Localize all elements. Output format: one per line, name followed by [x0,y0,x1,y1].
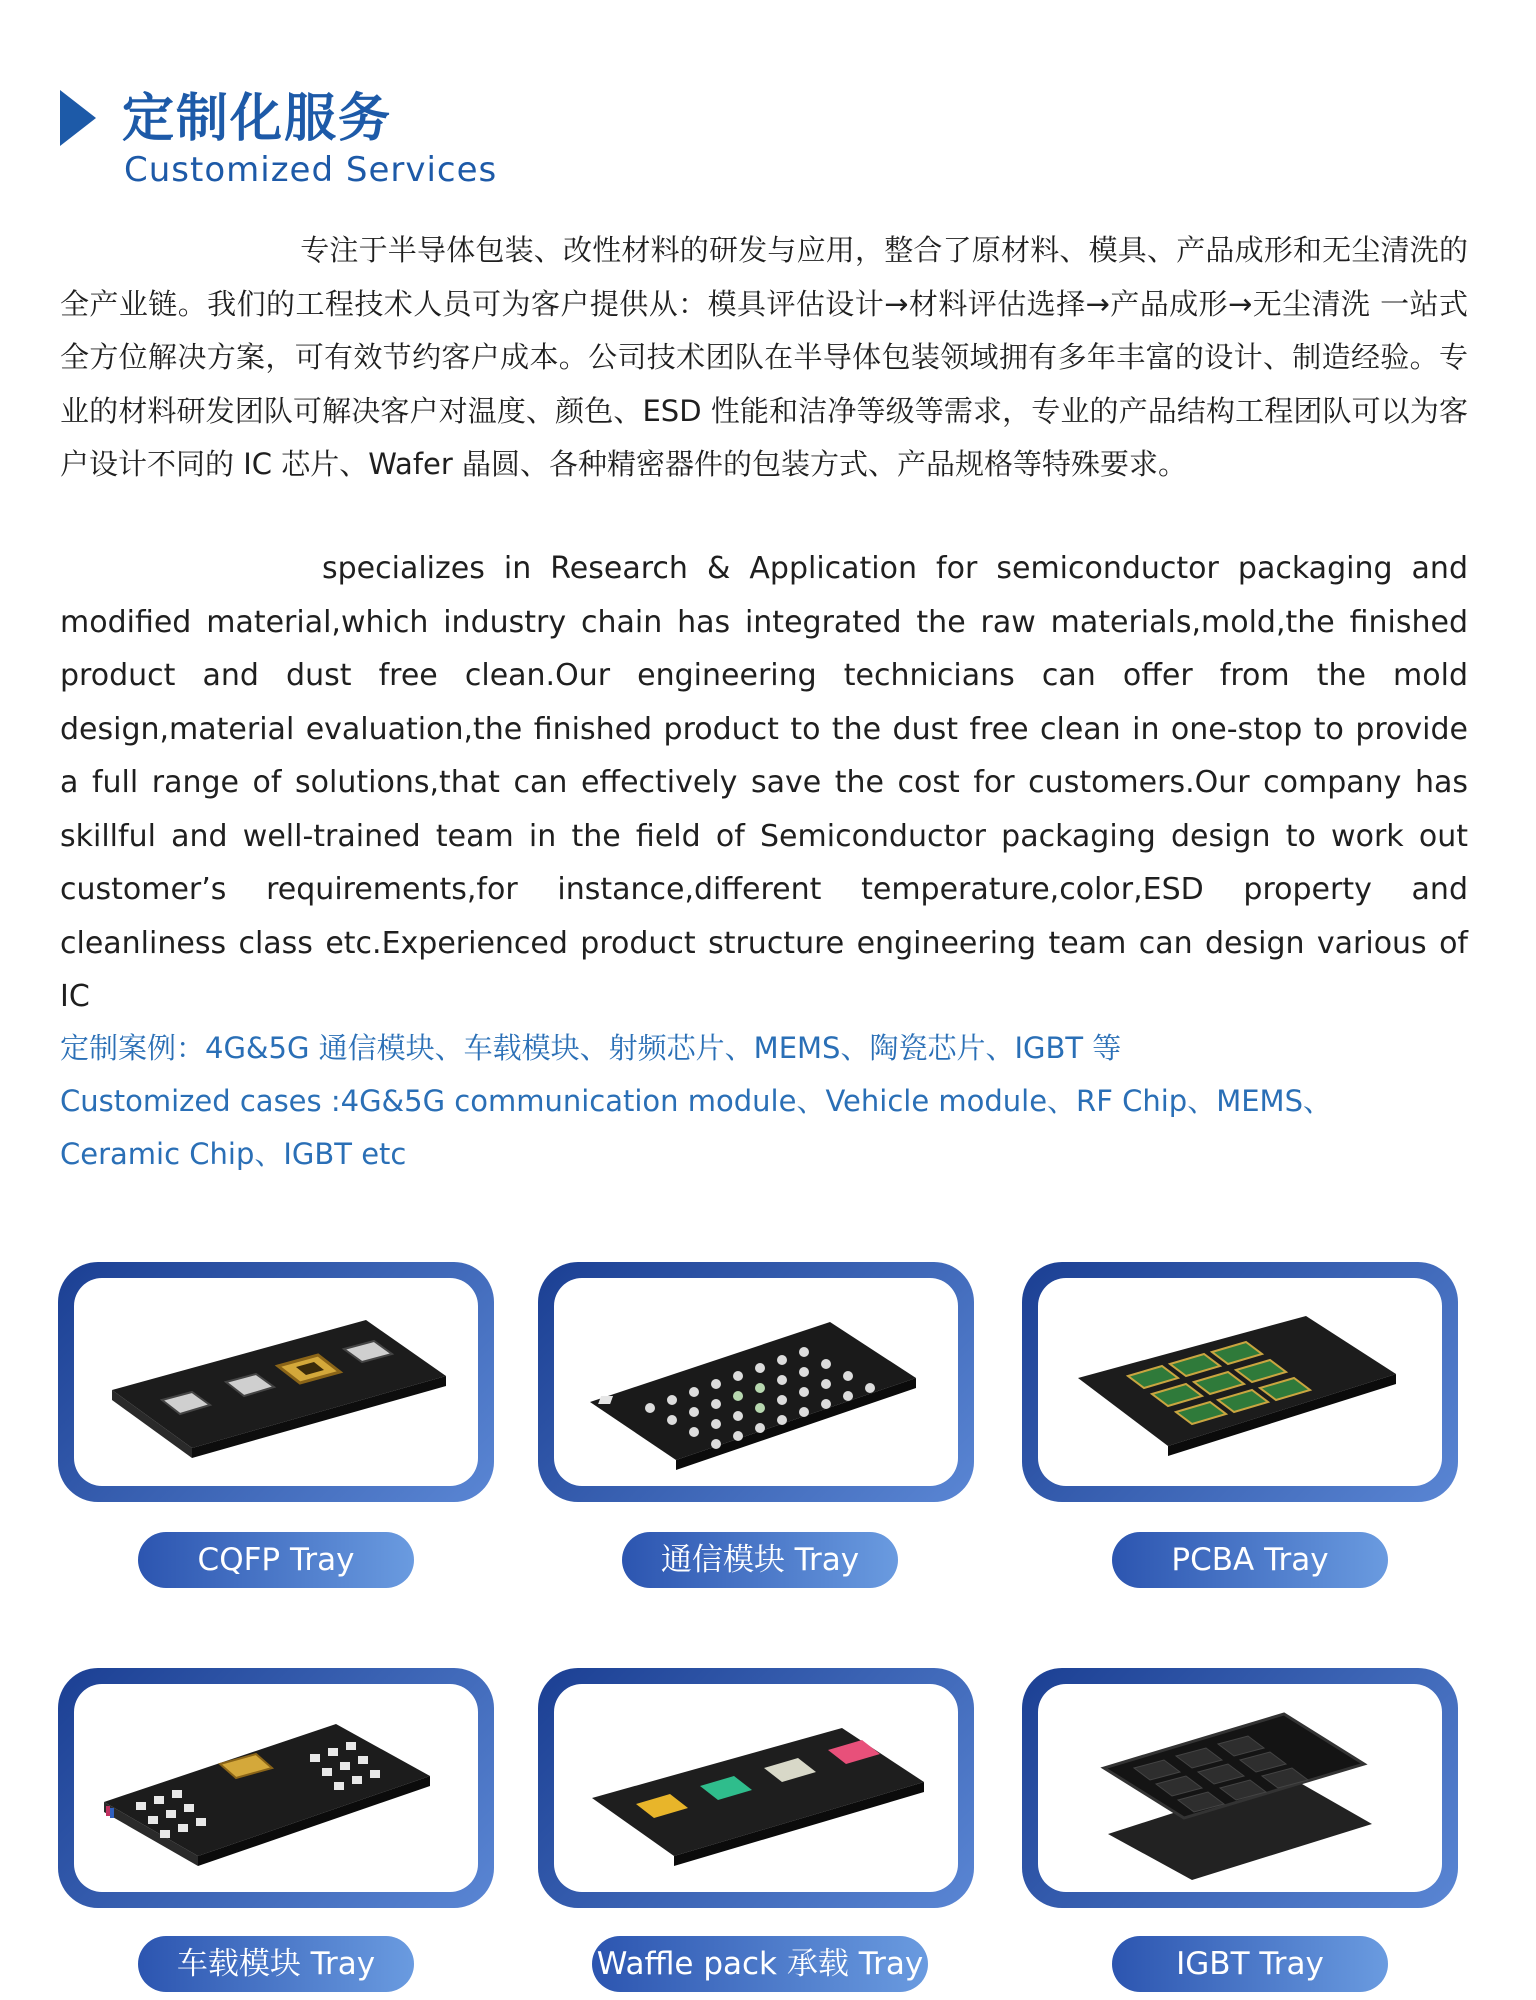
vehicle-module-tray-image [74,1684,478,1892]
waffle-pack-tray-image [554,1684,958,1892]
product-card-vehicle-module [58,1668,494,1908]
pcba-tray-image [1038,1278,1442,1486]
product-label-igbt: IGBT Tray [1112,1936,1388,1992]
product-label-vehicle-module: 车载模块 Tray [138,1936,414,1992]
intro-text-en: specializes in Research & Application for semiconductor packaging and modified material,which industry chain has integrated the raw materials,mold,the finished product and dust free clean.Our engineering technicians can offer from the mold design,material evaluation,the finished product to the dust free clean in one-stop to provide a full range of solutions,that can effectively save the cost for customers.Our company has skillful and well-trained team in the field of Semiconductor packaging design to work out customer’s requirements,for instance,different temperature,color,ESD property and cleanliness class etc.Experienced product structure engineering team can design various of IC [60,551,1468,1014]
comm-module-tray-image [554,1278,958,1486]
product-card-waffle-pack [538,1668,974,1908]
cases-line-cn: 定制案例：4G&5G 通信模块、车载模块、射频芯片、MEMS、陶瓷芯片、IGBT 等 [60,1031,1122,1065]
cqfp-tray-image [74,1278,478,1486]
section-title-cn: 定制化服务 [122,89,393,149]
triangle-bullet-icon [60,90,96,146]
igbt-tray-image [1038,1684,1442,1892]
intro-paragraph-en [60,542,1468,1024]
product-label-cqfp: CQFP Tray [138,1532,414,1588]
intro-text-cn: 专注于半导体包装、改性材料的研发与应用，整合了原材料、模具、产品成形和无尘清洗的全产业链。我们的工程技术人员可为客户提供从：模具评估设计→材料评估选择→产品成形→无尘清洗 一站式全方位解决方案，可有效节约客户成本。公司技术团队在半导体包装领域拥有多年丰富的设计、制造经验。专业的材料研发团队可解决客户对温度、颜色、ESD 性能和洁净等级等需求，专业的产品结构工程团队可以为客户设计不同的 IC 芯片、Wafer 晶圆、各种精密器件的包装方式、产品规格等特殊要求。 [60,233,1468,481]
product-card-pcba [1022,1262,1458,1502]
product-card-comm-module [538,1262,974,1502]
product-label-pcba: PCBA Tray [1112,1532,1388,1588]
cases-line-en-cont: Ceramic Chip、IGBT etc [60,1137,407,1171]
customized-cases [60,1022,1500,1181]
product-card-cqfp [58,1262,494,1502]
section-title-en: Customized Services [124,150,498,190]
product-label-comm-module: 通信模块 Tray [622,1532,898,1588]
intro-paragraph-cn [60,224,1468,492]
product-label-waffle-pack: Waffle pack 承载 Tray [592,1936,928,1992]
cases-line-en: Customized cases :4G&5G communication module、Vehicle module、RF Chip、MEMS、 [60,1084,1332,1118]
product-card-igbt [1022,1668,1458,1908]
